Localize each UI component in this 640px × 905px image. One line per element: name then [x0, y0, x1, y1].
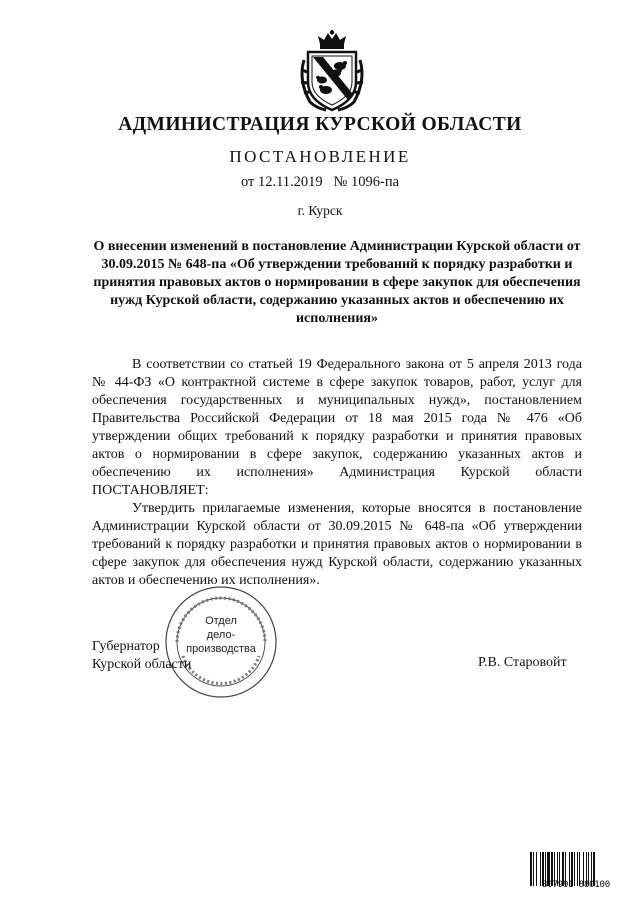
signature-name: Р.В. Старовойт — [478, 655, 567, 670]
coat-of-arms-emblem — [296, 30, 368, 112]
stamp-line-3: производства — [186, 643, 256, 655]
signature-position-line-2: Курской области — [92, 657, 192, 672]
document-body — [92, 356, 582, 590]
document-type: ПОСТАНОВЛЕНИЕ — [229, 147, 411, 166]
signature-position-line-1: Губернатор — [92, 639, 160, 654]
document-city: г. Курск — [297, 203, 343, 218]
stamp-line-1: Отдел — [205, 615, 237, 627]
body-paragraph-2: Утвердить прилагаемые изменения, которые вносятся в постановление Администрации Курской области от 30.09.2015 № 648-па «Об утверждении требований к порядку разработки и принятия правовых актов о нормировании в сфере закупок для обеспечения нужд Курской области, содержанию указанных актов и обеспечению их исполнения». — [92, 501, 582, 588]
signature-position — [92, 638, 191, 674]
document-title: О внесении изменений в постановление Администрации Курской области от 30.09.2015 № 648-па «Об утверждении требований к порядку разработки и принятия правовых актов о нормировании в сфере закупок для обеспечения нужд Курской области, содержанию указанных актов и обеспечению их исполнения» — [93, 239, 581, 326]
organization-heading: АДМИНИСТРАЦИЯ КУРСКОЙ ОБЛАСТИ — [118, 114, 522, 135]
document-date-number: от 12.11.2019 № 1096-па — [240, 174, 400, 190]
body-paragraph-1: В соответствии со статьей 19 Федерального закона от 5 апреля 2013 года № 44-ФЗ «О контрактной системе в сфере закупок товаров, работ, услуг для обеспечения государственных и муниципальных нужд», постановлением Правительства Российской Федерации от 18 мая 2015 года № 476 «Об утверждении общих требований к порядку разработки и принятия правовых актов о нормировании в сфере закупок, содержанию указанных актов и обеспечению их исполнения» Администрация Курской области ПОСТАНОВЛЯЕТ: — [92, 357, 582, 498]
stamp-line-2: дело- — [206, 629, 236, 641]
barcode-number: 307991 880100 — [542, 880, 610, 890]
